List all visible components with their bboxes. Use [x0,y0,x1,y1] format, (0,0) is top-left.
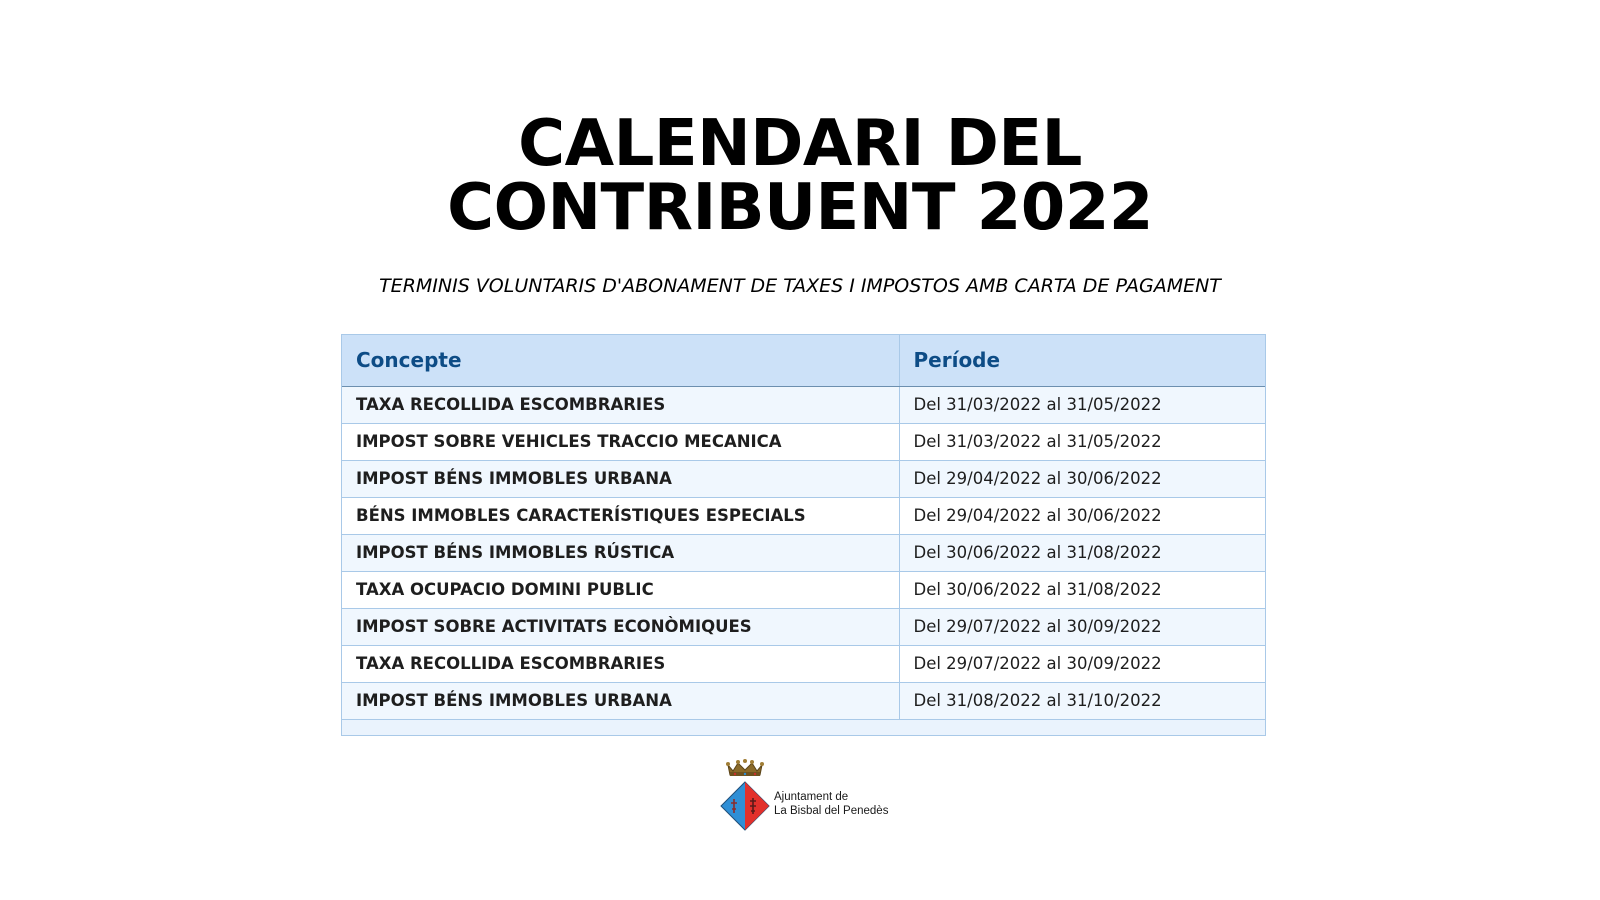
page-title [0,107,1600,245]
table-row [342,497,1265,534]
page-title-line-2: CONTRIBUENT 2022 [447,171,1153,245]
logo-text [774,790,888,818]
period-cell: Del 31/03/2022 al 31/05/2022 [899,386,1265,423]
column-header-concept: Concepte [342,335,899,386]
table-header-row [342,335,1265,386]
concept-cell: TAXA OCUPACIO DOMINI PUBLIC [342,571,899,608]
table-row [342,645,1265,682]
concept-cell: IMPOST BÉNS IMMOBLES RÚSTICA [342,534,899,571]
logo-text-line-1: Ajuntament de [774,791,849,803]
period-cell: Del 31/08/2022 al 31/10/2022 [899,682,1265,719]
page-subtitle: TERMINIS VOLUNTARIS D'ABONAMENT DE TAXES I IMPOSTOS AMB CARTA DE PAGAMENT [379,275,1221,297]
concept-cell: IMPOST SOBRE VEHICLES TRACCIO MECANICA [342,423,899,460]
table-row [342,682,1265,719]
crown-icon [726,757,764,777]
municipality-logo [720,757,900,831]
concept-cell: TAXA RECOLLIDA ESCOMBRARIES [342,645,899,682]
concept-cell: BÉNS IMMOBLES CARACTERÍSTIQUES ESPECIALS [342,497,899,534]
table-row [342,608,1265,645]
table-row [342,571,1265,608]
column-header-period: Període [899,335,1265,386]
concept-cell: IMPOST SOBRE ACTIVITATS ECONÒMIQUES [342,608,899,645]
table-row [342,386,1265,423]
page-title-line-1: CALENDARI DEL [518,107,1082,181]
table-row [342,423,1265,460]
period-cell: Del 29/04/2022 al 30/06/2022 [899,460,1265,497]
coat-of-arms-shield-icon [720,781,770,831]
concept-cell: TAXA RECOLLIDA ESCOMBRARIES [342,386,899,423]
period-cell: Del 29/07/2022 al 30/09/2022 [899,608,1265,645]
tax-calendar-table [341,334,1266,736]
period-cell: Del 30/06/2022 al 31/08/2022 [899,571,1265,608]
period-cell: Del 30/06/2022 al 31/08/2022 [899,534,1265,571]
period-cell: Del 29/04/2022 al 30/06/2022 [899,497,1265,534]
table-row [342,534,1265,571]
period-cell: Del 29/07/2022 al 30/09/2022 [899,645,1265,682]
concept-cell: IMPOST BÉNS IMMOBLES URBANA [342,460,899,497]
table-row [342,460,1265,497]
period-cell: Del 31/03/2022 al 31/05/2022 [899,423,1265,460]
logo-text-line-2: La Bisbal del Penedès [774,805,889,817]
concept-cell: IMPOST BÉNS IMMOBLES URBANA [342,682,899,719]
